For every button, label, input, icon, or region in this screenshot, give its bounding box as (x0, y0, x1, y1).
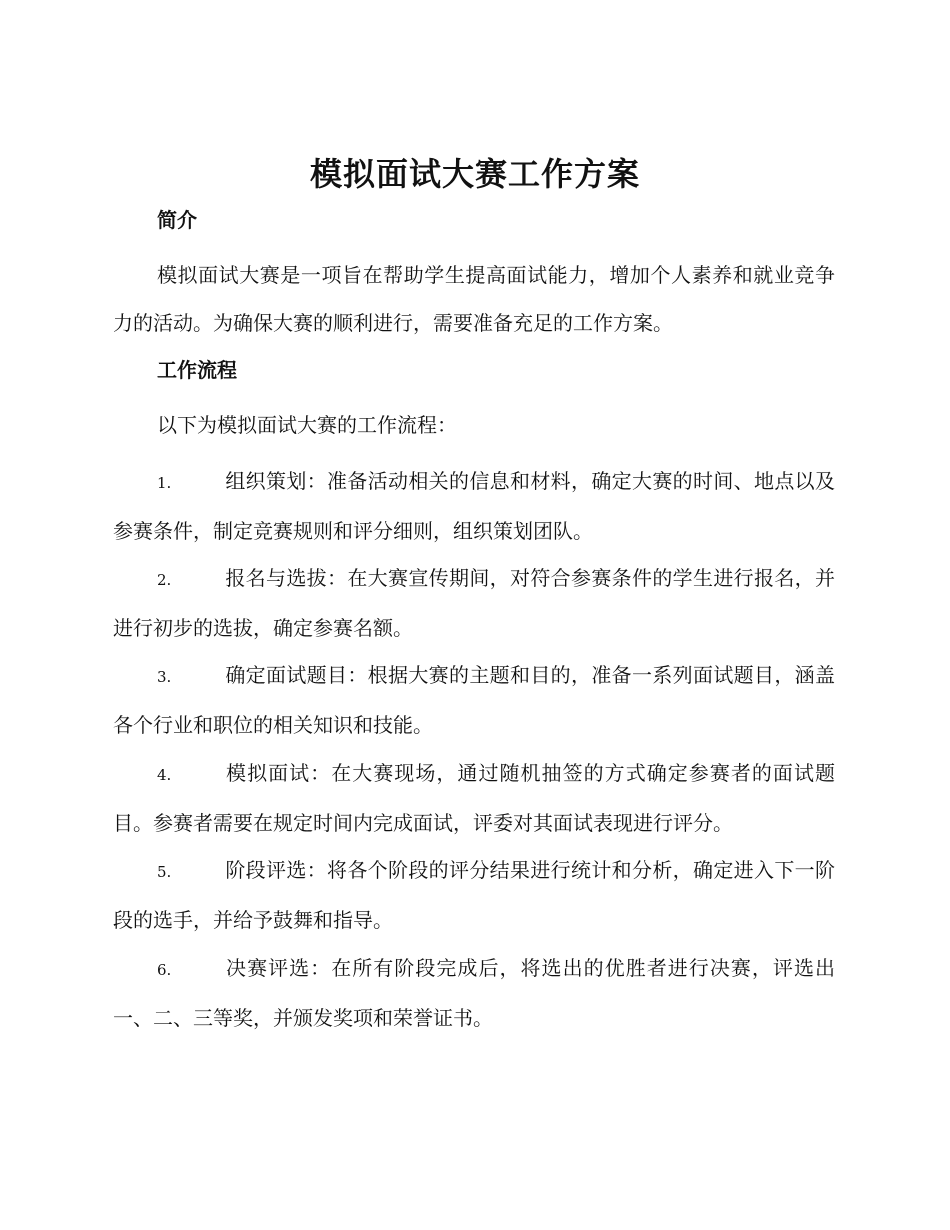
section-heading-workflow: 工作流程 (157, 358, 237, 382)
list-text: 报名与选拔：在大赛宣传期间，对符合参赛条件的学生进行报名，并进行初步的选拔，确定参赛名额。 (113, 566, 835, 640)
list-number: 6. (157, 961, 172, 979)
list-number: 5. (157, 863, 172, 881)
list-item-4 (113, 749, 835, 847)
list-text: 阶段评选：将各个阶段的评分结果进行统计和分析，确定进入下一阶段的选手，并给予鼓舞和指导。 (113, 858, 835, 932)
list-number: 1. (157, 474, 172, 492)
list-item-3 (113, 651, 835, 749)
list-number: 3. (157, 668, 172, 686)
list-text: 模拟面试：在大赛现场，通过随机抽签的方式确定参赛者的面试题目。参赛者需要在规定时间内完成面试，评委对其面试表现进行评分。 (113, 761, 835, 835)
list-number: 4. (157, 766, 172, 784)
section-heading-intro: 简介 (157, 208, 197, 232)
document-title: 模拟面试大赛工作方案 (309, 155, 640, 193)
list-item-5 (113, 846, 835, 944)
list-number: 2. (157, 571, 172, 589)
list-text: 组织策划：准备活动相关的信息和材料，确定大赛的时间、地点以及参赛条件，制定竞赛规则和评分细则，组织策划团队。 (113, 469, 835, 543)
intro-paragraph: 模拟面试大赛是一项旨在帮助学生提高面试能力，增加个人素养和就业竞争力的活动。为确保大赛的顺利进行，需要准备充足的工作方案。 (113, 263, 835, 335)
list-text: 决赛评选：在所有阶段完成后，将选出的优胜者进行决赛，评选出一、二、三等奖，并颁发奖项和荣誉证书。 (113, 956, 835, 1030)
list-item-1 (113, 457, 835, 555)
workflow-intro-paragraph: 以下为模拟面试大赛的工作流程： (157, 413, 457, 437)
list-item-2 (113, 554, 835, 652)
list-text: 确定面试题目：根据大赛的主题和目的，准备一系列面试题目，涵盖各个行业和职位的相关知识和技能。 (113, 663, 835, 737)
list-item-6 (113, 944, 835, 1042)
